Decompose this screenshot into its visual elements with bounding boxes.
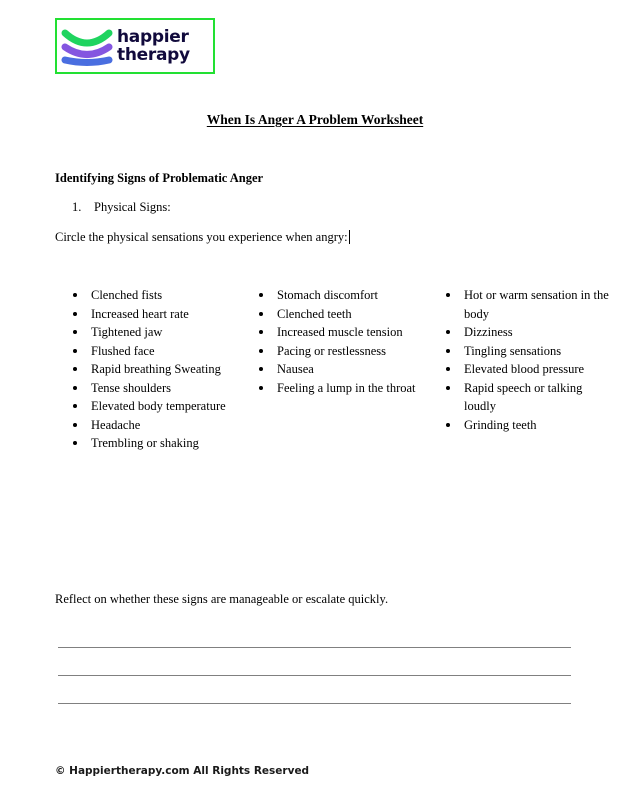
list-item-label: Headache — [91, 417, 141, 432]
list-item-label: Tingling sensations — [464, 343, 562, 358]
bullet-icon — [73, 367, 77, 371]
list-item[interactable] — [73, 305, 241, 324]
happier-therapy-waves-icon — [61, 23, 113, 69]
list-item[interactable] — [259, 323, 428, 342]
list-item[interactable] — [73, 434, 241, 453]
brand-logo-wordmark — [117, 28, 190, 64]
symptom-column-2 — [241, 286, 428, 453]
list-item[interactable] — [73, 397, 241, 416]
list-item[interactable] — [446, 342, 614, 361]
page-title: When Is Anger A Problem Worksheet — [206, 112, 424, 127]
section-heading: Identifying Signs of Problematic Anger — [55, 171, 264, 185]
list-item-label: Clenched teeth — [277, 306, 352, 321]
brand-logo-line-2: therapy — [117, 45, 190, 65]
list-item[interactable] — [73, 286, 241, 305]
list-item[interactable] — [259, 342, 428, 361]
bullet-icon — [446, 293, 450, 297]
answer-line[interactable] — [58, 648, 571, 676]
list-item-label: Elevated blood pressure — [464, 362, 585, 376]
list-item-label: Clenched fists — [91, 288, 163, 302]
list-item[interactable] — [259, 305, 428, 324]
answer-line[interactable] — [58, 676, 571, 704]
brand-logo — [55, 18, 215, 74]
bullet-icon — [446, 367, 450, 371]
text-caret — [349, 230, 350, 244]
bullet-icon — [259, 312, 263, 316]
symptom-column-1 — [55, 286, 241, 453]
list-item-label: Grinding teeth — [464, 417, 537, 432]
instruction-label: Circle the physical sensations you experience when angry: — [55, 230, 348, 244]
bullet-icon — [73, 349, 77, 353]
symptom-list-3 — [428, 286, 614, 434]
answer-lines — [58, 620, 571, 704]
list-item-label: Hot or warm sensation in the body — [464, 288, 609, 321]
answer-line[interactable] — [58, 620, 571, 648]
symptom-column-3 — [428, 286, 614, 453]
bullet-icon — [446, 349, 450, 353]
bullet-icon — [446, 330, 450, 334]
list-item-number: 1. — [72, 200, 82, 214]
list-item[interactable] — [73, 323, 241, 342]
list-item-label: Rapid speech or talking loudly — [464, 380, 583, 413]
numbered-list-item — [72, 200, 171, 215]
bullet-icon — [73, 386, 77, 390]
bullet-icon — [73, 312, 77, 316]
bullet-icon — [73, 441, 77, 445]
list-item-label: Pacing or restlessness — [277, 343, 387, 358]
list-item[interactable] — [73, 360, 241, 379]
list-item[interactable] — [446, 360, 614, 379]
list-item-label: Feeling a lump in the throat — [277, 380, 416, 395]
brand-logo-line-1: happier — [117, 27, 189, 47]
list-item[interactable] — [446, 416, 614, 435]
list-item-label: Tense shoulders — [91, 380, 172, 395]
symptom-list-2 — [241, 286, 428, 397]
bullet-icon — [73, 423, 77, 427]
bullet-icon — [259, 293, 263, 297]
list-item-label: Nausea — [277, 362, 314, 376]
list-item[interactable] — [259, 379, 428, 398]
list-item-label: Tightened jaw — [91, 325, 163, 339]
list-item-label: Rapid breathing Sweating — [91, 362, 221, 376]
list-item-label: Stomach discomfort — [277, 288, 379, 302]
bullet-icon — [259, 367, 263, 371]
list-item[interactable] — [259, 360, 428, 379]
bullet-icon — [446, 423, 450, 427]
list-item-label: Flushed face — [91, 343, 155, 358]
bullet-icon — [259, 349, 263, 353]
list-item[interactable] — [446, 323, 614, 342]
list-item[interactable] — [446, 379, 614, 416]
list-item-label: Physical Signs: — [94, 200, 171, 214]
list-item-label: Dizziness — [464, 325, 513, 339]
footer-copyright: © Happiertherapy.com All Rights Reserved — [55, 765, 310, 777]
list-item-label: Trembling or shaking — [91, 436, 199, 450]
list-item[interactable] — [73, 342, 241, 361]
symptom-list-1 — [55, 286, 241, 453]
list-item-label: Elevated body temperature — [91, 399, 226, 413]
list-item[interactable] — [73, 416, 241, 435]
bullet-icon — [259, 330, 263, 334]
list-item[interactable] — [259, 286, 428, 305]
list-item-label: Increased heart rate — [91, 306, 189, 321]
bullet-icon — [259, 386, 263, 390]
list-item-label: Increased muscle tension — [277, 325, 403, 339]
bullet-icon — [73, 404, 77, 408]
list-item[interactable] — [446, 286, 614, 323]
reflection-prompt: Reflect on whether these signs are manageable or escalate quickly. — [55, 592, 389, 606]
bullet-icon — [73, 293, 77, 297]
bullet-icon — [73, 330, 77, 334]
list-item[interactable] — [73, 379, 241, 398]
symptom-columns — [55, 286, 609, 453]
bullet-icon — [446, 386, 450, 390]
instruction-text — [55, 230, 350, 245]
